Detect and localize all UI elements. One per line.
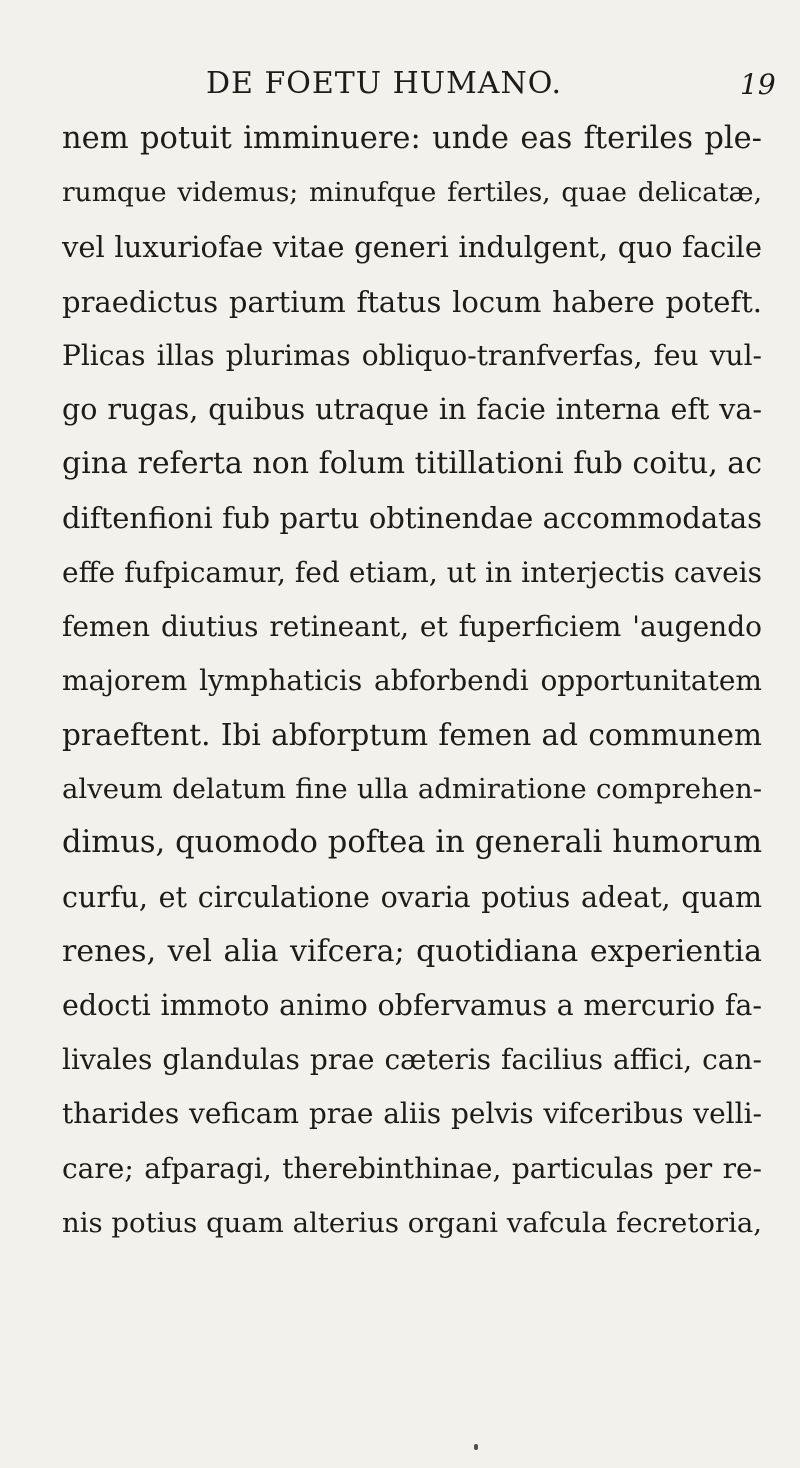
body-text — [62, 112, 762, 1250]
text-line: livales glandulas prae cæteris facilius affici, can- — [62, 1043, 762, 1077]
text-line: Plicas illas plurimas obliquo-tranfverfas, feu vul- — [62, 338, 762, 372]
text-line: renes, vel alia vifcera; quotidiana experientia — [62, 933, 762, 969]
text-line: alveum delatum fine ulla admiratione comprehen- — [62, 773, 762, 806]
text-line: praedictus partium ftatus locum habere poteft. — [62, 284, 762, 319]
running-head — [0, 66, 800, 106]
text-line: diftenfioni fub partu obtinendae accommodatas — [62, 501, 762, 536]
text-line: care; afparagi, therebinthinae, particulas per re- — [62, 1151, 762, 1185]
text-line: rumque videmus; minufque fertiles, quae delicatæ, — [62, 177, 762, 209]
text-line: tharides veficam prae aliis pelvis vifceribus velli- — [62, 1097, 762, 1131]
text-line: praeftent. Ibi abforptum femen ad communem — [62, 718, 762, 753]
text-line: vel luxuriofae vitae generi indulgent, quo facile — [62, 230, 762, 265]
running-title: DE FOETU HUMANO. — [206, 66, 563, 101]
text-line: femen diutius retineant, et fuperficiem 'augendo — [62, 609, 762, 643]
text-line: dimus, quomodo poftea in generali humorum — [62, 825, 762, 861]
text-line: edocti immoto animo obfervamus a mercurio fa- — [62, 989, 762, 1022]
text-line: majorem lymphaticis abforbendi opportunitatem — [62, 663, 762, 697]
text-line: go rugas, quibus utraque in facie interna eft va- — [62, 392, 762, 426]
text-line: effe fufpicamur, fed etiam, ut in interjectis caveis — [62, 555, 762, 589]
text-line: gina referta non folum titillationi fub coitu, ac — [62, 446, 762, 482]
page-number: 19 — [740, 68, 776, 101]
text-line: nem potuit imminuere: unde eas fteriles ple- — [62, 121, 762, 156]
ink-speck — [474, 1444, 478, 1450]
text-line: nis potius quam alterius organi vafcula fecretoria, — [62, 1206, 762, 1239]
text-line: curfu, et circulatione ovaria potius adeat, quam — [62, 880, 762, 914]
